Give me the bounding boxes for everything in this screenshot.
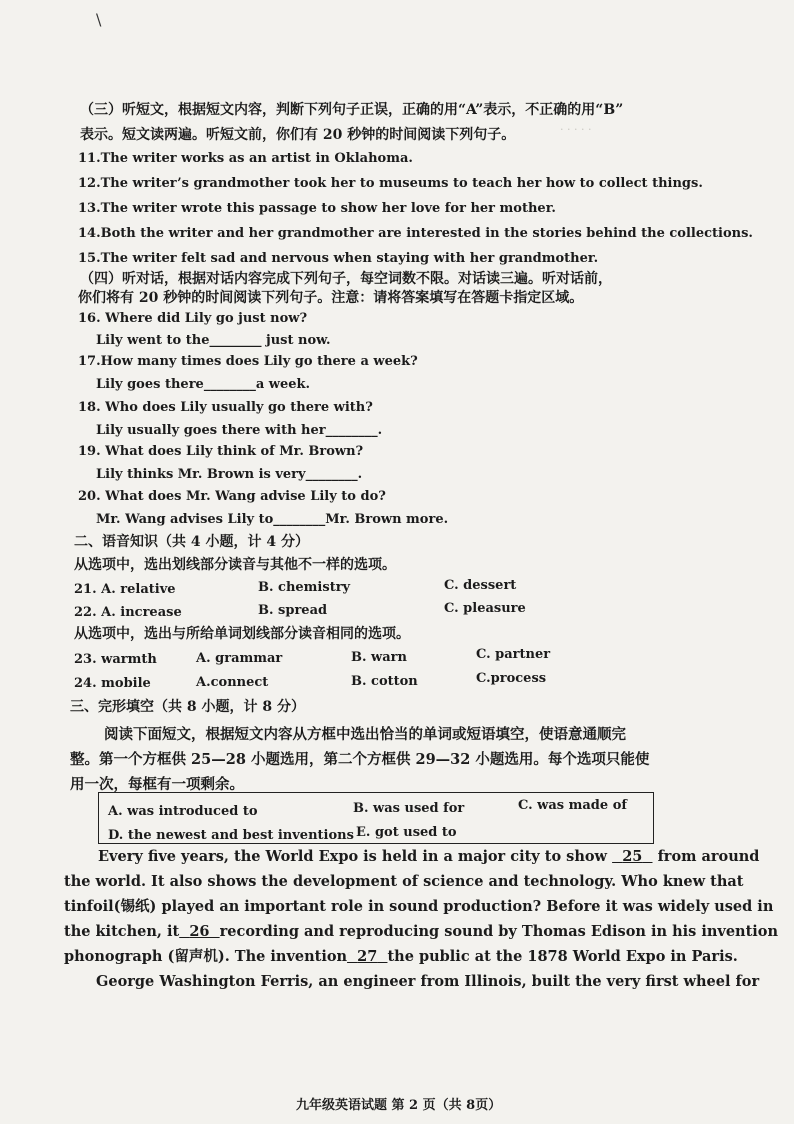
answer-16-blank[interactable]: ________	[209, 333, 262, 348]
statement-12: 12.The writer’s grandmother took her to museums to teach her how to collect things.	[78, 176, 703, 191]
statement-13: 13.The writer wrote this passage to show her love for her mother.	[78, 201, 556, 216]
corner-mark: \	[96, 10, 102, 29]
part4-listening-instruction-2: 你们将有 20 秒钟的时间阅读下列句子。注意：请将答案填写在答题卡指定区域。	[78, 290, 584, 306]
part2-instruction-a: 从选项中，选出划线部分读音与其他不一样的选项。	[74, 557, 396, 573]
passage-line-5: phonograph (留声机). The invention 27 the public at the 1878 World Expo in Paris.	[64, 948, 738, 965]
page-footer: 九年级英语试题 第 2 页（共 8页）	[296, 1098, 502, 1113]
question-19: 19. What does Lily think of Mr. Brown?	[78, 444, 364, 459]
q22-option-b: B. spread	[258, 603, 328, 618]
answer-19-blank[interactable]: ________	[305, 467, 358, 482]
answer-20: Mr. Wang advises Lily to________Mr. Brown more.	[96, 512, 449, 527]
q23-option-a: A. grammar	[196, 651, 283, 666]
part3-listening-instruction-2: 表示。短文读两遍。听短文前，你们有 20 秒钟的时间阅读下列句子。	[80, 127, 516, 143]
question-17: 17.How many times does Lily go there a week?	[78, 354, 418, 369]
word-bank-option-d: D. the newest and best inventions	[108, 828, 354, 843]
answer-18: Lily usually goes there with her________.	[96, 423, 383, 438]
statement-11: 11.The writer works as an artist in Oklahoma.	[78, 151, 413, 166]
part3-instruction-3: 用一次，每框有一项剩余。	[70, 776, 244, 793]
question-16: 16. Where did Lily go just now?	[78, 311, 308, 326]
q24-option-c: C.process	[476, 671, 547, 686]
statement-14: 14.Both the writer and her grandmother are interested in the stories behind the collections.	[78, 226, 753, 241]
word-bank-option-c: C. was made of	[518, 798, 627, 813]
part2-instruction-b: 从选项中，选出与所给单词划线部分读音相同的选项。	[74, 626, 410, 642]
answer-20-blank[interactable]: ________	[273, 512, 326, 527]
q21-option-b: B. chemistry	[258, 580, 351, 595]
q24-option-b: B. cotton	[351, 674, 418, 689]
word-bank-option-a: A. was introduced to	[108, 804, 258, 819]
part4-listening-instruction-1: （四）听对话，根据对话内容完成下列句子，每空词数不限。对话读三遍。听对话前，	[80, 271, 612, 287]
question-18: 18. Who does Lily usually go there with?	[78, 400, 373, 415]
q24-option-a: A.connect	[196, 675, 269, 690]
word-bank-option-e: E. got used to	[356, 825, 457, 840]
bleed-through: . . . . .	[560, 120, 592, 133]
answer-19: Lily thinks Mr. Brown is very________.	[96, 467, 363, 482]
statement-15: 15.The writer felt sad and nervous when staying with her grandmother.	[78, 251, 599, 266]
q23-option-b: B. warn	[351, 650, 407, 665]
passage-line-3: tinfoil(锡纸) played an important role in sound production? Before it was widely used in	[64, 898, 774, 915]
q21-option-a: 21. A. relative	[74, 582, 176, 597]
q22-option-c: C. pleasure	[444, 601, 526, 616]
answer-16: Lily went to the________ just now.	[96, 333, 331, 348]
answer-17: Lily goes there________a week.	[96, 377, 311, 392]
q23-option-c: C. partner	[476, 647, 551, 662]
q21-option-c: C. dessert	[444, 578, 517, 593]
part3-listening-instruction-1: （三）听短文，根据短文内容，判断下列句子正误，正确的用“A”表示，不正确的用“B”	[80, 102, 624, 118]
q24-word: 24. mobile	[74, 676, 151, 691]
part2-heading: 二、语音知识（共 4 小题，计 4 分）	[74, 534, 309, 550]
passage-line-6: George Washington Ferris, an engineer from Illinois, built the very first wheel for	[96, 973, 760, 990]
passage-line-2: the world. It also shows the development of science and technology. Who knew that	[64, 873, 744, 890]
answer-17-blank[interactable]: ________	[203, 377, 256, 392]
part3-instruction-1: 阅读下面短文，根据短文内容从方框中选出恰当的单词或短语填空，使语意通顺完	[104, 726, 626, 743]
part3-instruction-2: 整。第一个方框供 25—28 小题选用，第二个方框供 29—32 小题选用。每个选项只能使	[70, 751, 650, 768]
passage-line-4: the kitchen, it 26 recording and reproducing sound by Thomas Edison in his invention	[64, 923, 779, 940]
answer-18-blank[interactable]: ________	[325, 423, 378, 438]
blank-27[interactable]: 27	[357, 948, 378, 965]
blank-25[interactable]: 25	[622, 848, 643, 865]
blank-26[interactable]: 26	[189, 923, 210, 940]
passage-line-1: Every five years, the World Expo is held in a major city to show 25 from around	[98, 848, 760, 865]
part3-heading: 三、完形填空（共 8 小题，计 8 分）	[70, 699, 305, 715]
q23-word: 23. warmth	[74, 652, 157, 667]
q22-option-a: 22. A. increase	[74, 605, 182, 620]
question-20: 20. What does Mr. Wang advise Lily to do?	[78, 489, 386, 504]
word-bank-option-b: B. was used for	[353, 801, 465, 816]
